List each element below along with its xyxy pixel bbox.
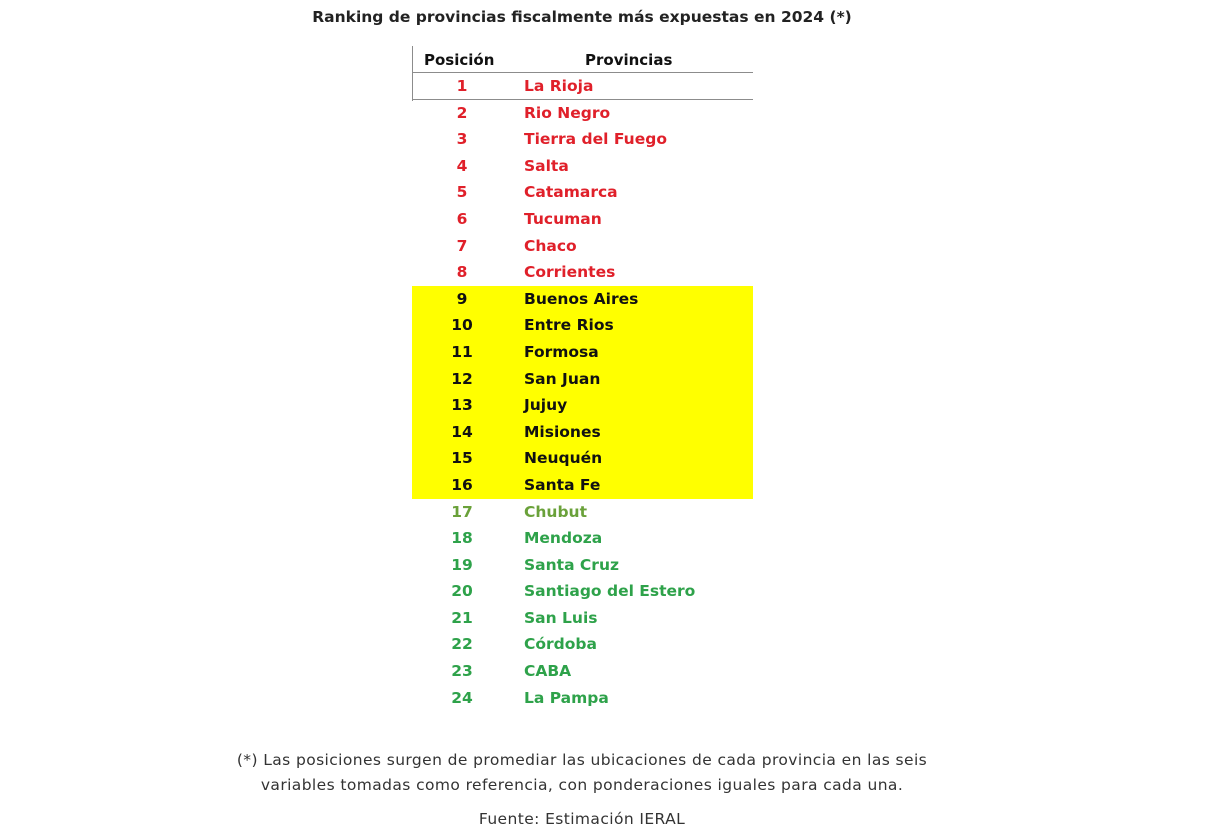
- province-cell: Mendoza: [524, 529, 603, 548]
- province-cell: Corrientes: [524, 263, 616, 282]
- table-row: [412, 578, 753, 605]
- table-row: [412, 685, 753, 712]
- table-header: [412, 46, 753, 73]
- table-row: [412, 179, 753, 206]
- province-cell: Santa Cruz: [524, 555, 619, 574]
- province-cell: Entre Rios: [524, 316, 614, 335]
- footnote: [0, 748, 1164, 798]
- header-position: Posición: [424, 51, 495, 69]
- province-cell: San Juan: [524, 369, 601, 388]
- position-cell: 17: [451, 502, 473, 521]
- position-cell: 13: [451, 396, 473, 415]
- page-title: Ranking de provincias fiscalmente más expuestas en 2024 (*): [312, 8, 852, 26]
- position-cell: 10: [451, 316, 473, 335]
- table-row: [412, 499, 753, 526]
- header-provinces: Provincias: [585, 51, 673, 69]
- province-cell: Jujuy: [524, 396, 568, 415]
- province-cell: Buenos Aires: [524, 289, 639, 308]
- position-cell: 24: [451, 688, 473, 707]
- province-cell: Santiago del Estero: [524, 582, 696, 601]
- footnote-line-1: (*) Las posiciones surgen de promediar las ubicaciones de cada provincia en las seis: [236, 751, 928, 769]
- position-cell: 2: [456, 103, 468, 122]
- position-cell: 20: [451, 582, 473, 601]
- position-cell: 21: [451, 608, 473, 627]
- position-cell: 6: [456, 209, 468, 228]
- province-cell: Tierra del Fuego: [524, 130, 667, 149]
- table-row: [412, 339, 753, 366]
- province-cell: Tucuman: [524, 209, 602, 228]
- table-row: [412, 100, 753, 127]
- position-cell: 7: [456, 236, 468, 255]
- table-row: [412, 312, 753, 339]
- table-row: [412, 419, 753, 446]
- position-cell: 4: [456, 156, 468, 175]
- table-row: [412, 126, 753, 153]
- position-cell: 19: [451, 555, 473, 574]
- position-cell: 18: [451, 529, 473, 548]
- province-cell: Rio Negro: [524, 103, 611, 122]
- province-cell: Neuquén: [524, 449, 603, 468]
- province-cell: Catamarca: [524, 183, 618, 202]
- province-cell: Formosa: [524, 342, 599, 361]
- table-row: [412, 73, 753, 100]
- position-cell: 9: [456, 289, 468, 308]
- table-body: [412, 73, 753, 711]
- table-row: [412, 472, 753, 499]
- position-cell: 22: [451, 635, 473, 654]
- position-cell: 8: [456, 263, 468, 282]
- table-row: [412, 153, 753, 180]
- position-cell: 1: [456, 77, 468, 95]
- table-row: [412, 206, 753, 233]
- table-row: [412, 445, 753, 472]
- table-row: [412, 605, 753, 632]
- province-cell: Santa Fe: [524, 475, 601, 494]
- table-row: [412, 658, 753, 685]
- table-row: [412, 366, 753, 393]
- position-cell: 12: [451, 369, 473, 388]
- province-cell: La Pampa: [524, 688, 609, 707]
- province-cell: CABA: [524, 662, 572, 681]
- position-cell: 5: [456, 183, 468, 202]
- province-cell: Chubut: [524, 502, 587, 521]
- position-cell: 15: [451, 449, 473, 468]
- footnote-line-2: variables tomadas como referencia, con ponderaciones iguales para cada una.: [260, 776, 904, 794]
- table-row: [412, 552, 753, 579]
- position-cell: 23: [451, 662, 473, 681]
- ranking-table: [412, 46, 753, 711]
- province-cell: Salta: [524, 156, 569, 175]
- province-cell: Chaco: [524, 236, 577, 255]
- table-row: [412, 233, 753, 260]
- position-cell: 16: [451, 475, 473, 494]
- table-row: [412, 286, 753, 313]
- table-row: [412, 392, 753, 419]
- province-cell: Córdoba: [524, 635, 597, 654]
- position-cell: 11: [451, 342, 473, 361]
- table-row: [412, 631, 753, 658]
- table-row: [412, 259, 753, 286]
- table-row: [412, 525, 753, 552]
- province-cell: La Rioja: [524, 77, 594, 95]
- source-note: Fuente: Estimación IERAL: [478, 810, 686, 828]
- province-cell: San Luis: [524, 608, 598, 627]
- position-cell: 14: [451, 422, 473, 441]
- position-cell: 3: [456, 130, 468, 149]
- province-cell: Misiones: [524, 422, 601, 441]
